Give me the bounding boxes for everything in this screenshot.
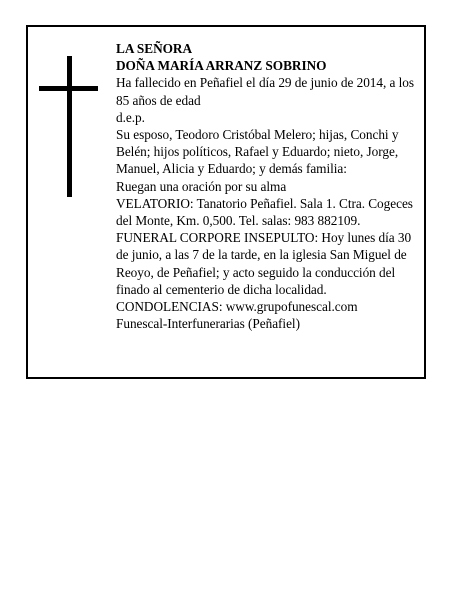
obituary-notice bbox=[26, 25, 426, 379]
notice-text bbox=[116, 40, 422, 332]
funeral-home: Funescal-Interfunerarias (Peñafiel) bbox=[116, 316, 300, 332]
deceased-title: LA SEÑORA bbox=[116, 41, 193, 56]
deceased-name: DOÑA MARÍA ARRANZ SOBRINO bbox=[116, 58, 327, 74]
prayer-request: Ruegan una oración por su alma bbox=[116, 178, 287, 194]
death-announcement: Ha fallecido en Peñafiel el día 29 de junio de 2014, a los 85 años de edad bbox=[116, 75, 415, 108]
funeral-information: FUNERAL CORPORE INSEPULTO: Hoy lunes día 30 de junio, a las 7 de la tarde, en la iglesia San Miguel de Reoyo, de Peñafiel; y acto seguido la conducción del finado al cementerio de dicha localidad. bbox=[116, 230, 412, 297]
family-members: Su esposo, Teodoro Cristóbal Melero; hijas, Conchi y Belén; hijos políticos, Rafael y Eduardo; nieto, Jorge, Manuel, Alicia y Eduardo; y demás familia: bbox=[116, 127, 399, 177]
cross-horizontal-bar bbox=[39, 86, 98, 91]
cross-vertical-bar bbox=[67, 56, 72, 197]
wake-information: VELATORIO: Tanatorio Peñafiel. Sala 1. Ctra. Cogeces del Monte, Km. 0,500. Tel. salas: 983 882109. bbox=[116, 195, 413, 229]
rip-abbreviation: d.e.p. bbox=[116, 109, 145, 125]
condolences-website: CONDOLENCIAS: www.grupofunescal.com bbox=[116, 299, 358, 315]
